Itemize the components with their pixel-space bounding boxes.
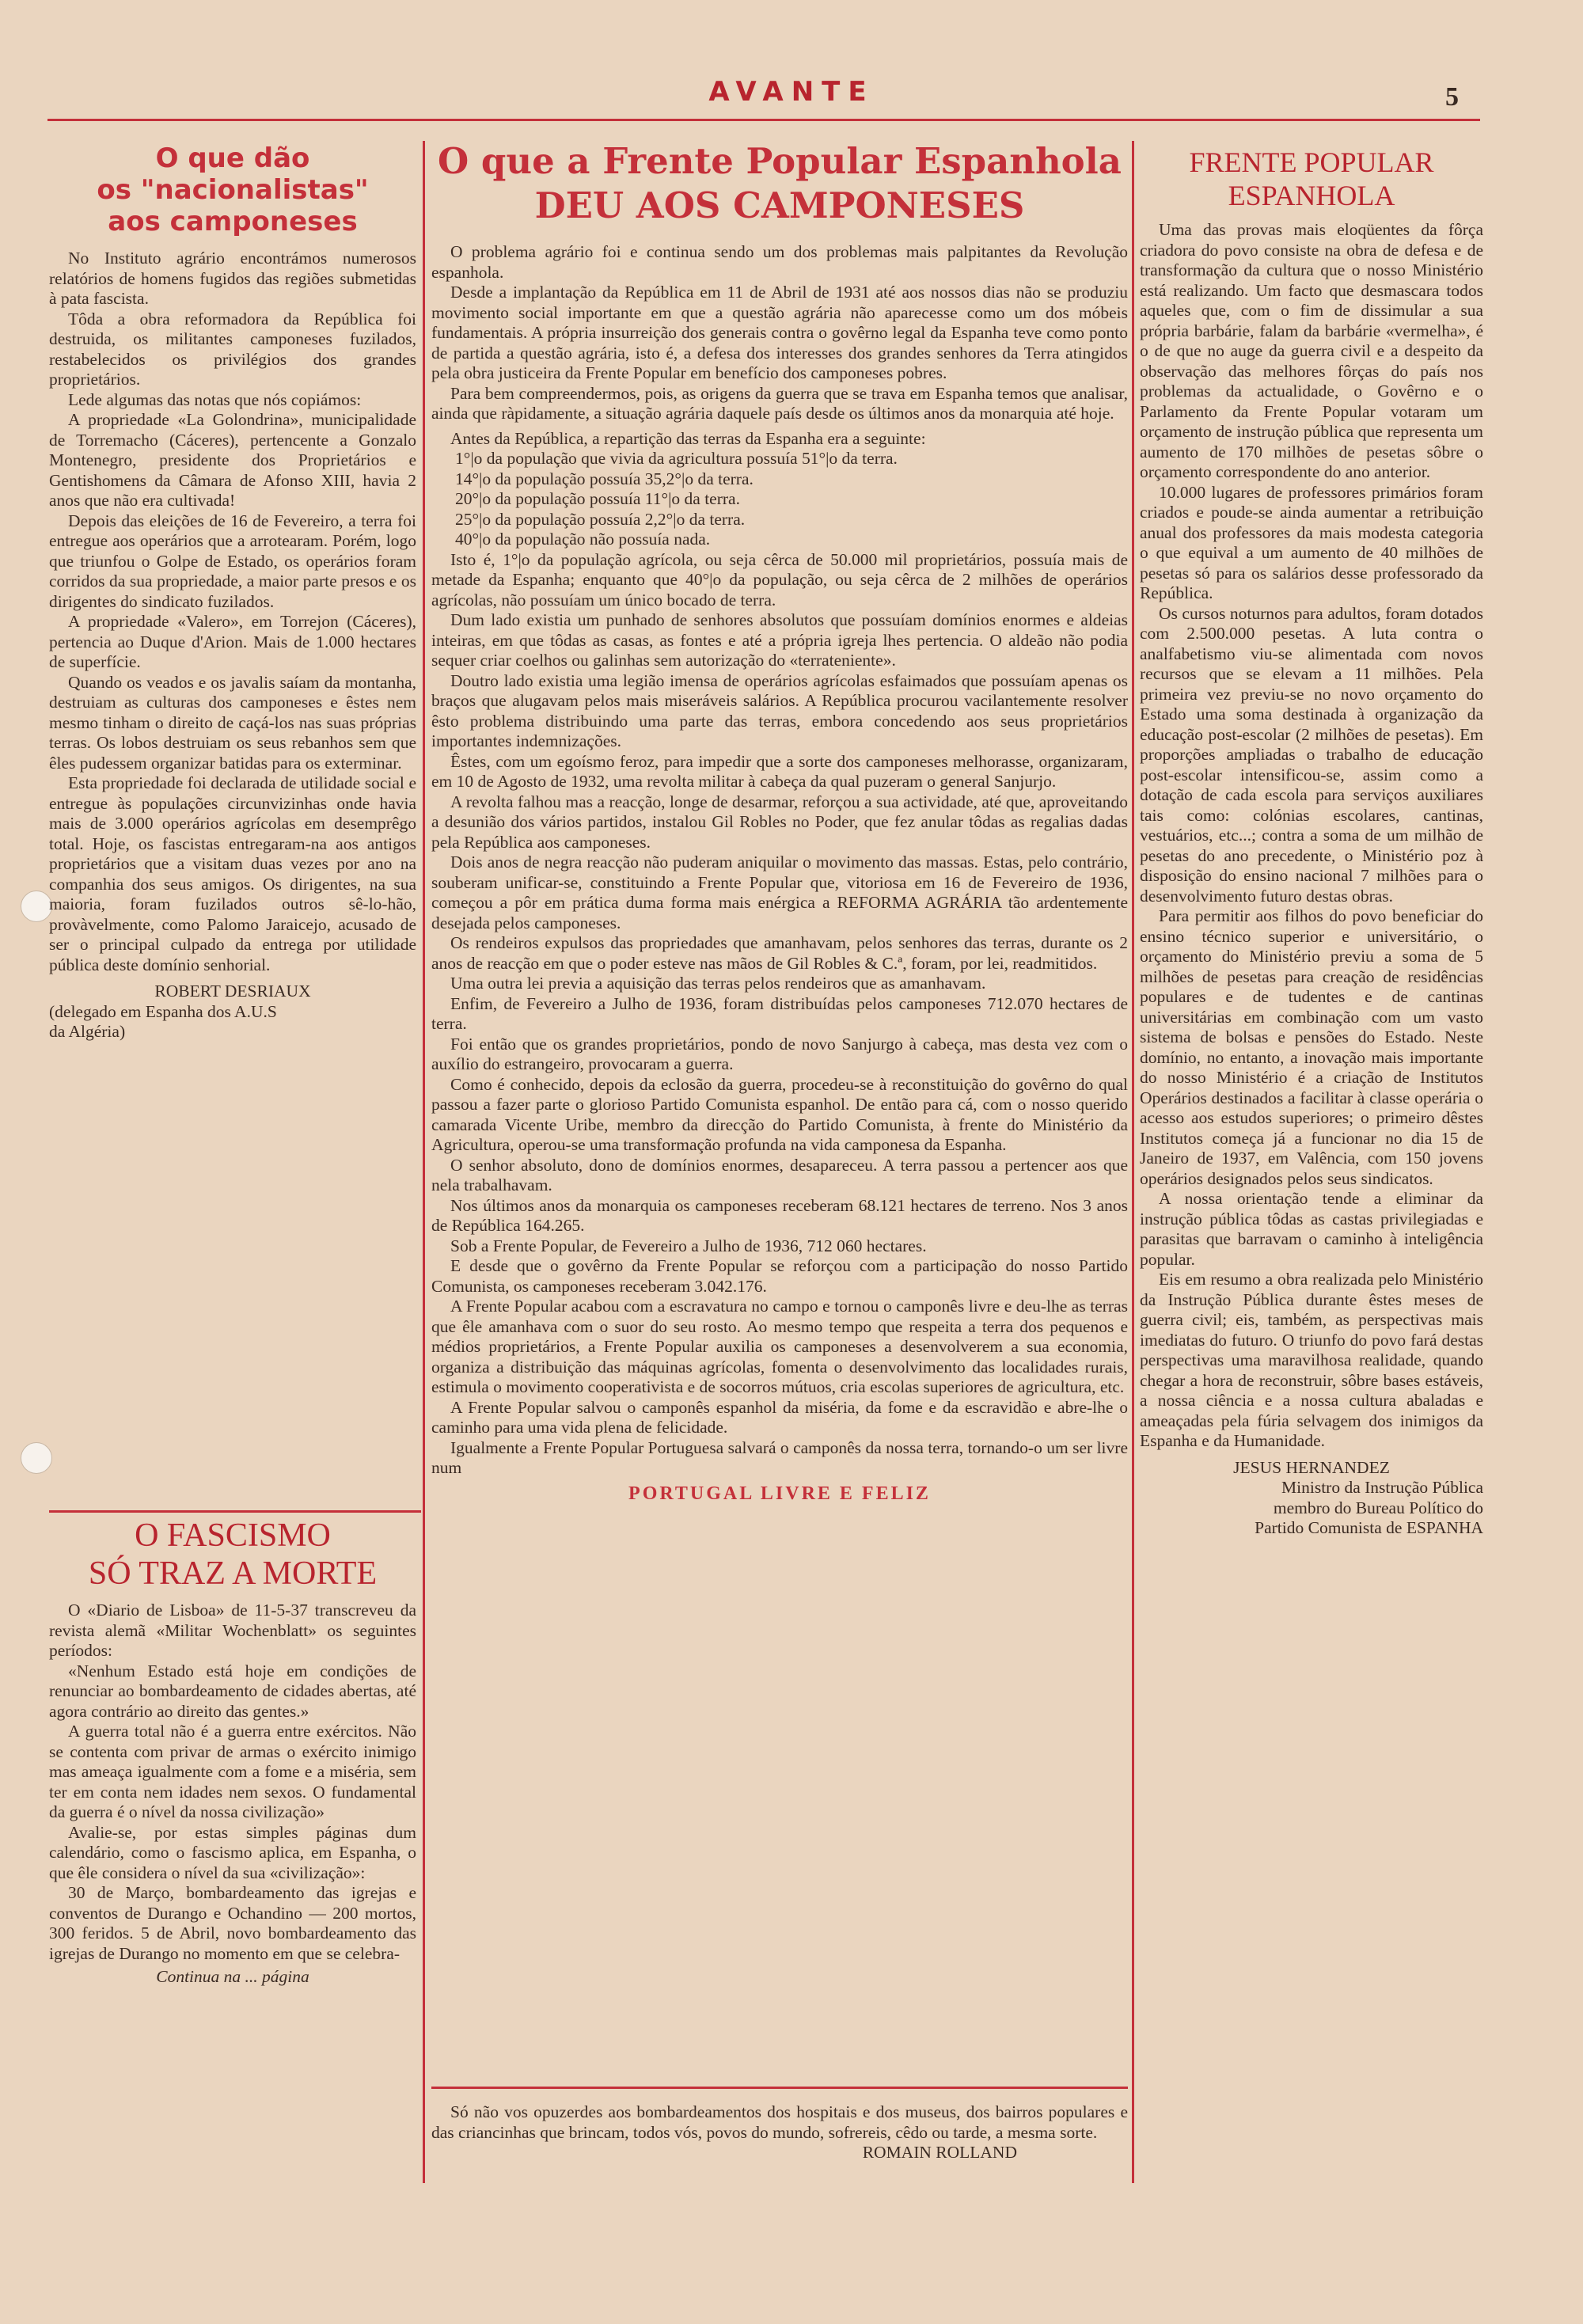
left-title-line-2: os "nacionalistas" xyxy=(97,174,369,206)
fascism-title-line-2: SÓ TRAZ A MORTE xyxy=(88,1555,378,1592)
fascism-paragraph-1: O «Diario de Lisboa» de 11-5-37 transcreveu da revista alemã «Militar Wochenblatt» os seguintes períodos: xyxy=(49,1601,416,1660)
left-paragraph-5: Depois das eleições de 16 de Fevereiro, a terra foi entregue aos operários que a arrotearam. Porém, logo que triunfou o Golpe de Estado, os operários foram corridos da sua propriedade, a maior parte presos e os dirigentes do sindicato fuzilados. xyxy=(49,511,416,611)
fascism-paragraph-2: «Nenhum Estado está hoje em condições de renunciar ao bombardeamento de cidades abertas, até agora contrário ao direito das gentes.» xyxy=(49,1661,416,1721)
center-paragraph-13: Enfim, de Fevereiro a Julho de 1936, foram distribuídas pelos camponeses 712.070 hectares de terra. xyxy=(431,993,1128,1033)
land-stat-3: 20°|o da população possuía 11°|o da terra. xyxy=(455,489,740,508)
left-title-line-3: aos camponeses xyxy=(108,206,358,237)
center-paragraph-10: Dois anos de negra reacção não puderam aniquilar o movimento das massas. Estas, pelo contrário, souberam unificar-se, constituindo a Frente Popular que, vitoriosa em 16 de Fevereiro de 1936, começou a pôr em prática duma forma mais enérgica a REFORMA AGRÁRIA tão ardentemente desejada pelos camponeses. xyxy=(431,853,1128,932)
center-paragraph-3: Para bem compreendermos, pois, as origens da guerra que se trava em Espanha temos que analisar, ainda que ràpidamente, a situação agrária daquele país desde os últimos anos da monarquia até hoje. xyxy=(431,383,1128,423)
rolland-quote: Só não vos opuzerdes aos bombardeamentos dos hospitais e dos museus, dos bairros populares e das criancinhas que brincam, todos vós, povos do mundo, sofrereis, cêdo ou tarde, a mesma sorte. xyxy=(431,2102,1128,2142)
page-number: 5 xyxy=(1445,82,1459,112)
fascism-article-title xyxy=(49,1517,416,1593)
center-paragraph-2: Desde a implantação da República em 11 de Abril de 1931 até aos nossos dias não se produziu movimento social importante em que a questão agrária não aparecesse como um dos móbeis fundamentais. A própria insurreição dos generais contra o govêrno legal da Espanha teve como ponto de partida a questão agrária, isto é, a defesa dos interesses dos grandes senhores da Terra atingidos pela obra justiceira da Frente Popular em benefício dos camponeses pobres. xyxy=(431,283,1128,382)
center-paragraph-21: A Frente Popular salvou o camponês espanhol da miséria, da fome e da escravidão e abre-lhe o caminho para uma vida plena de felicidade. xyxy=(431,1397,1128,1437)
column-divider-left xyxy=(423,141,425,2183)
binder-hole-top xyxy=(21,890,52,922)
land-stat-1: 1°|o da população que vivia da agricultura possuía 51°|o da terra. xyxy=(455,449,898,468)
hernandez-title-3: Partido Comunista de ESPANHA xyxy=(1255,1518,1483,1537)
center-paragraph-14: Foi então que os grandes proprietários, pondo de novo Sanjurgo à cabeça, mas desta vez com o auxílio do estrangeiro, provocaram a guerra. xyxy=(431,1034,1128,1073)
center-paragraph-12: Uma outra lei previa a aquisição das terras pelos rendeiros que as amanhavam. xyxy=(450,974,986,993)
center-paragraph-15: Como é conhecido, depois da eclosão da guerra, procedeu-se à reconstituição do govêrno do qual passou a fazer parte o glorioso Partido Comunista espanhol. De então para cá, com o nosso querido camarada Vicente Uribe, membro da direcção do Partido Comunista, à frente do Ministério da Agricultura, operou-se uma transformação profunda na vida camponesa da Espanha. xyxy=(431,1074,1128,1154)
fascism-paragraph-5: 30 de Março, bombardeamento das igrejas e conventos de Durango e Ochandino — 200 mortos, 300 feridos. 5 de Abril, novo bombardeamento das igrejas de Durango no momento em que se celebra- xyxy=(49,1883,416,1963)
slogan: PORTUGAL LIVRE E FELIZ xyxy=(628,1483,931,1504)
center-column xyxy=(431,139,1128,1505)
fascism-paragraph-3: A guerra total não é a guerra entre exércitos. Não se contenta com privar de armas o exército inimigo mas ameaça igualmente com a fome e a miséria, sem ter em conta nem idades nem sexos. O fundamental da guerra é o nível da nossa civilização» xyxy=(49,1722,416,1821)
right-paragraph-3: Os cursos noturnos para adultos, foram dotados com 2.500.000 pesetas. A luta contra o analfabetismo viu-se alimentada com novos recursos que se elevam a 11 milhões. Pela primeira vez previu-se no novo orçamento do Estado uma soma destinada à organização da educação post-escolar (2 milhões de pesetas). Em proporções ampliadas o trabalho de educação post-escolar intensificou-se, assim como a dotação de cada escola para serviços auxiliares tais como: colónias escolares, cantinas, vestuários, etc...; contra a soma de um milhão de pesetas do ano precedente, o Ministério poz à disposição do ensino nacional 7 milhões para o desenvolvimento futuro destas obras. xyxy=(1140,603,1483,906)
left-section-rule xyxy=(49,1510,421,1513)
center-paragraph-9: A revolta falhou mas a reacção, longe de desarmar, reforçou a sua actividade, até que, aproveitando a desunião dos vários partidos, instalou Gil Robles no Poder, que fez anular tôdas as regalias dadas pela República aos camponeses. xyxy=(431,792,1128,852)
right-paragraph-1: Uma das provas mais eloqüentes da fôrça criadora do povo consiste na obra de defesa e de transformação da cultura que o nosso Ministério está realizando. Um facto que desmascara todos aqueles que, com o fim de dissimular a sua própria barbárie, falam da barbárie «vermelha», é o de que no auge da guerra civil e a despeito da observação das melhores fôrças do país nos problemas da actualidade, o Govêrno e o Parlamento da Frente Popular votaram um orçamento de instrução pública que representa um aumento de 170 milhões de pesetas sôbre o orçamento correspondente do ano anterior. xyxy=(1140,220,1483,481)
left-paragraph-2: Tôda a obra reformadora da República foi destruida, os militantes camponeses fuzilados, restabelecidos os privilégios dos grandes proprietários. xyxy=(49,309,416,389)
left-paragraph-6: A propriedade «Valero», em Torrejon (Cáceres), pertencia ao Duque d'Arion. Mais de 1.000 hectares de superfície. xyxy=(49,612,416,671)
right-paragraph-4: Para permitir aos filhos do povo beneficiar do ensino técnico superior e universitário, o orçamento do Ministério previu a soma de 5 milhões de pesetas para creação de residências populares e de tudentes e de cantinas universitárias em combinação com um vasto sistema de bolsas e pensões do Estado. Neste domínio, no entanto, a inovação mais importante do nosso Ministério é a criação de Institutos Operários destinados a facilitar à classe operária o acesso aos estudos superiores; o primeiro dêstes Institutos começa já a funcionar no dia 15 de Janeiro de 1937, em Valência, com 150 jovens operários designados pelos seus sindicatos. xyxy=(1140,906,1483,1188)
center-paragraph-20: A Frente Popular acabou com a escravatura no campo e tornou o camponês livre e deu-lhe as terras que êle amanhava com o suor do seu rosto. Ao mesmo tempo que respeita a terra dos pequenos e médios proprietários, a Frente Popular auxilia os camponeses a desenvolverem a sua economia, organiza a distribuição das máquinas agrícolas, fomenta o desenvolvimento das localidades rurais, estimula o movimento cooperativista e de socorros mútuos, cria escolas superiores de agricultura, etc. xyxy=(431,1297,1128,1396)
right-paragraph-6: Eis em resumo a obra realizada pelo Ministério da Instrução Pública durante êstes meses de guerra civil; eis, também, as perspectivas mais imediatas do futuro. O triunfo do povo fará destas perspectivas uma maravilhosa realidade, quando chegar a hora de reconstruir, sôbre bases estáveis, a nossa ciência e a nossa cultura abaladas e ameaçadas pela fúria selvagem dos inimigos da Espanha e da Humanidade. xyxy=(1140,1270,1483,1450)
right-title-line-2: ESPANHOLA xyxy=(1228,180,1395,211)
masthead: AVANTE xyxy=(708,76,875,108)
right-paragraph-2: 10.000 lugares de professores primários foram criados e poude-se ainda aumentar a retribuição anual dos professores da mais modesta categoria o que equival a um aumento de 40 milhões de pesetas só para os salários desse professorado da República. xyxy=(1140,482,1483,602)
left-signature-line-2: (delegado em Espanha dos A.U.S xyxy=(49,1001,277,1021)
center-section-rule xyxy=(431,2087,1128,2089)
left-paragraph-4: A propriedade «La Golondrina», municipalidade de Torremacho (Cáceres), pertencente a Gonzalo Montenegro, presidente dos Proprietários e Gentishomens da Câmara de Afonso XIII, havia 2 anos que não era cultivada! xyxy=(49,410,416,510)
rolland-quote-box xyxy=(431,2102,1128,2163)
center-paragraph-1: O problema agrário foi e continua sendo um dos problemas mais palpitantes da Revolução espanhola. xyxy=(431,242,1128,282)
center-paragraph-5: Isto é, 1°|o da população agrícola, ou seja cêrca de 50.000 mil proprietários, possuía mais de metade da Espanha; enquanto que 40°|o da população, ou seja cêrca de 2 milhões de operários agrícolas, não possuíam um único bocado de terra. xyxy=(431,549,1128,609)
right-column xyxy=(1140,146,1483,1539)
center-paragraph-6: Dum lado existia um punhado de senhores absolutos que possuíam domínios enormes e aldeias inteiras, em que tôdas as casas, as fontes e até a própria igreja lhes pertencia. O aldeão não podia sequer criar coelhos ou galinhas sem autorização do «terrateniente». xyxy=(431,610,1128,670)
center-paragraph-18: Sob a Frente Popular, de Fevereiro a Julho de 1936, 712 060 hectares. xyxy=(450,1236,927,1255)
left-signature-name: ROBERT DESRIAUX xyxy=(154,982,311,1001)
rolland-author: ROMAIN ROLLAND xyxy=(862,2143,1017,2162)
column-divider-right xyxy=(1132,141,1134,2183)
binder-hole-bottom xyxy=(21,1442,52,1474)
continue-note: Continua na ... página xyxy=(156,1967,309,1986)
center-title-line-1: O que a Frente Popular Espanhola xyxy=(438,140,1122,182)
hernandez-name: JESUS HERNANDEZ xyxy=(1233,1457,1390,1477)
left-paragraph-8: Esta propriedade foi declarada de utilidade social e entregue às populações circunvizinhas onde havia mais de 3.000 operários agrícolas em desemprêgo total. Hoje, os fascistas entregaram-na aos antigos proprietários que a visitam duas vezes por ano na companhia dos seus amigos. Os dirigentes, na sua maioria, foram fuzilados outros sê-lo-hão, provàvelmente, como Palomo Jaraicejo, acusado de ser o principal culpado da entrega por utilidade pública deste domínio senhorial. xyxy=(49,773,416,974)
left-signature-line-3: da Algéria) xyxy=(49,1022,126,1041)
left-column-lower xyxy=(49,1517,416,1988)
center-paragraph-8: Êstes, com um egoísmo feroz, para impedir que a sorte dos camponeses melhorasse, organizaram, em 10 de Agosto de 1932, uma revolta militar à cabeça da qual puzeram o general Sanjurjo. xyxy=(431,751,1128,791)
center-paragraph-11: Os rendeiros expulsos das propriedades que amanhavam, pelos senhores das terras, durante os 2 anos de reacção em que o poder esteve nas mãos de Gil Robles & C.ª, foram, por lei, readmitidos. xyxy=(431,933,1128,973)
fascism-title-line-1: O FASCISMO xyxy=(135,1517,331,1554)
center-paragraph-19: E desde que o govêrno da Frente Popular se reforçou com a participação do nosso Partido Comunista, os camponeses receberam 3.042.176. xyxy=(431,1256,1128,1296)
center-paragraph-4: Antes da República, a repartição das terras da Espanha era a seguinte: xyxy=(450,428,926,448)
center-title-line-2: DEU AOS CAMPONESES xyxy=(534,184,1025,226)
fascism-paragraph-4: Avalie-se, por estas simples páginas dum calendário, como o fascismo aplica, em Espanha, o que êle considera o nível da sua «civilização»: xyxy=(49,1822,416,1882)
center-paragraph-17: Nos últimos anos da monarquia os camponeses receberam 68.121 hectares de terreno. Nos 3 anos de República 164.265. xyxy=(431,1195,1128,1235)
hernandez-title-1: Ministro da Instrução Pública xyxy=(1281,1478,1483,1497)
top-rule xyxy=(47,119,1480,121)
left-paragraph-1: No Instituto agrário encontrámos numerosos relatórios de homens fugidos das regiões submetidas à pata fascista. xyxy=(49,249,416,308)
center-paragraph-22: Igualmente a Frente Popular Portuguesa salvará o camponês da nossa terra, tornando-o um ser livre num xyxy=(431,1437,1128,1477)
land-stat-2: 14°|o da população possuía 35,2°|o da terra. xyxy=(455,469,754,488)
land-stat-5: 40°|o da população não possuía nada. xyxy=(455,530,711,549)
left-article-title xyxy=(49,142,416,237)
left-paragraph-3: Lede algumas das notas que nós copiámos: xyxy=(68,389,362,409)
left-column xyxy=(49,142,416,1042)
center-paragraph-7: Doutro lado existia uma legião imensa de operários agrícolas esfaimados que possuíam apenas os braços que alugavam pelos mais miseráveis salários. A República procurou vacilantemente resolver êsto problema distribuindo uma parte das terras, embora concedendo aos seus proprietários importantes indemnizações. xyxy=(431,670,1128,750)
right-paragraph-5: A nossa orientação tende a eliminar da instrução pública tôdas as castas privilegiadas e parasitas que barravam o caminho à inteligência popular. xyxy=(1140,1189,1483,1269)
right-title-line-1: FRENTE POPULAR xyxy=(1189,146,1434,178)
land-stat-4: 25°|o da população possuía 2,2°|o da terra. xyxy=(455,509,746,529)
left-paragraph-7: Quando os veados e os javalis saíam da montanha, destruiam as culturas dos camponeses e êstes nem mesmo tinham o direito de caçá-los nas suas próprias terras. Os lobos destruiam os seus rebanhos sem que êles pudessem organizar batidas para os exterminar. xyxy=(49,672,416,773)
center-paragraph-16: O senhor absoluto, dono de domínios enormes, desapareceu. A terra passou a pertencer aos que nela trabalhavam. xyxy=(431,1155,1128,1194)
hernandez-title-2: membro do Bureau Político do xyxy=(1273,1498,1483,1517)
left-title-line-1: O que dão xyxy=(155,142,310,174)
